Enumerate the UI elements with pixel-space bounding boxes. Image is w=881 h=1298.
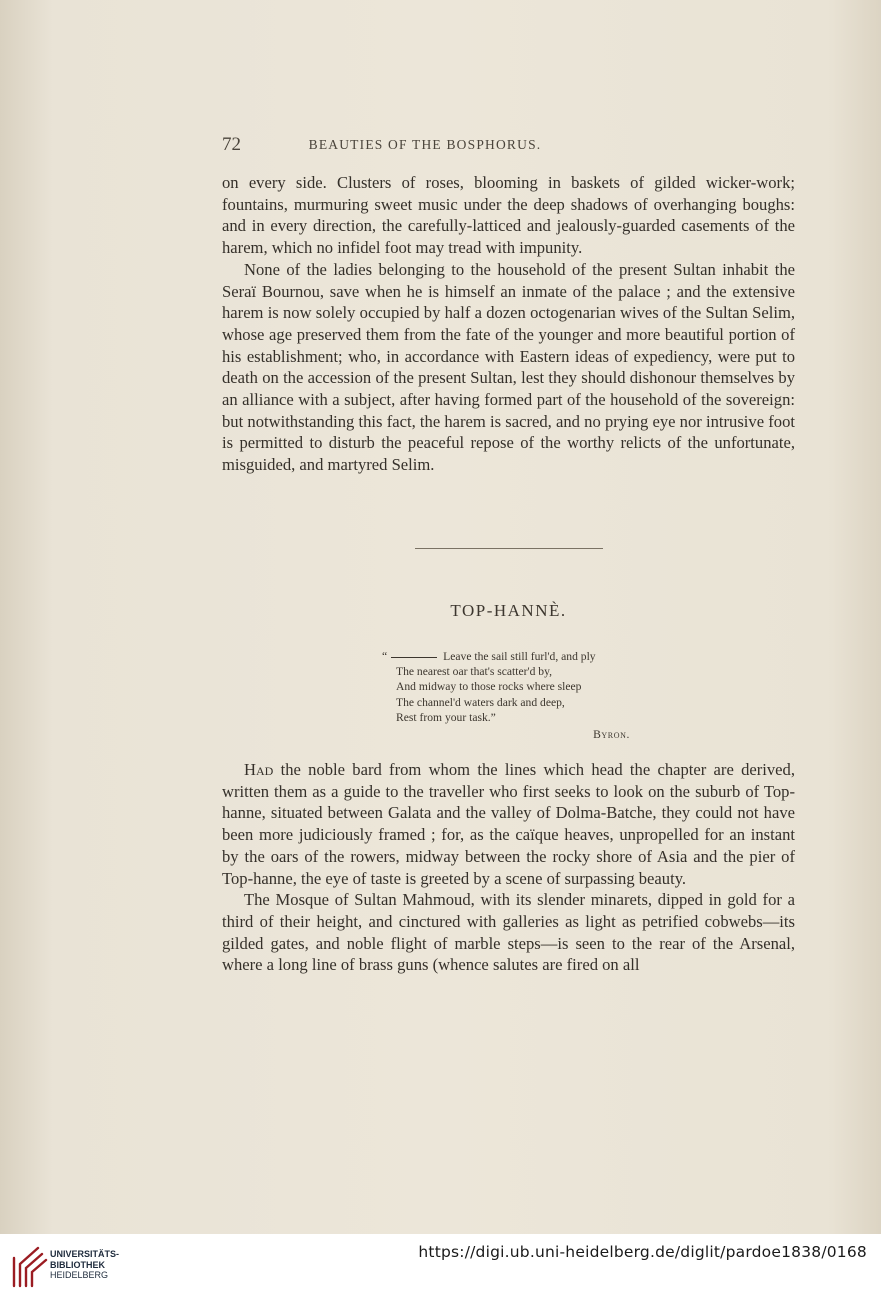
page-number: 72 — [222, 134, 241, 155]
paragraph: None of the ladies belonging to the household of the present Sultan inhabit the Seraï Bournou, save when he is himself an inmate of the palace ; and the extensive harem is now solely occupied by half a dozen octogenarian wives of the Sultan Selim, whose age preserved them from the fate of the younger and more beautiful portion of his establishment; who, in accordance with Eastern ideas of expediency, were put to death on the accession of the present Sultan, lest they should dishonour themselves by an alliance with a subject, after having formed part of the household of the sovereign: but notwithstanding this fact, the harem is sacred, and no prying eye nor intrusive foot is permitted to disturb the peaceful repose of the worthy relicts of the unfortunate, misguided, and martyred Selim. — [222, 259, 795, 475]
drop-word: Had — [244, 760, 274, 779]
permalink-url[interactable]: https://digi.ub.uni-heidelberg.de/diglit/pardoe1838/0168 — [418, 1243, 867, 1261]
epigraph-line: “ Leave the sail still furl'd, and ply — [382, 650, 596, 663]
library-name: UNIVERSITÄTS- BIBLIOTHEK HEIDELBERG — [50, 1249, 120, 1280]
running-head — [222, 134, 628, 156]
paragraph: on every side. Clusters of roses, blooming in baskets of gilded wicker-work; fountains, murmuring sweet music under the deep shadows of overhanging boughs: and in every direction, the carefully-latticed and jealously-guarded casements of the harem, which no infidel foot may tread with impunity. — [222, 173, 795, 258]
section-title: TOP-HANNÈ. — [450, 601, 567, 620]
paragraph: Had the noble bard from whom the lines which head the chapter are derived, written them as a guide to the traveller who first seeks to look on the suburb of Top-hanne, situated between Galata and the valley of Dolma-Batche, they could not have been more judiciously framed ; for, as the caïque heaves, unpropelled for an instant by the oars of the rowers, midway between the rocky shore of Asia and the pier of Top-hanne, the eye of taste is greeted by a scene of surpassing beauty. — [222, 760, 795, 888]
epigraph-line: And midway to those rocks where sleep — [396, 680, 582, 694]
text-block-bottom — [222, 759, 795, 976]
open-quote: “ — [382, 650, 388, 663]
book-title: BEAUTIES OF THE BOSPHORUS. — [308, 137, 542, 152]
library-logo-icon — [8, 1244, 48, 1290]
epigraph-line: The nearest oar that's scatter'd by, — [396, 665, 553, 679]
epigraph — [382, 649, 630, 742]
epigraph-line: The channel'd waters dark and deep, — [396, 695, 565, 709]
epigraph-attribution: Byron. — [593, 728, 630, 742]
section-divider — [415, 548, 603, 549]
paragraph: The Mosque of Sultan Mahmoud, with its slender minarets, dipped in gold for a third of their height, and cinctured with galleries as light as petrified cobwebs—its gilded gates, and noble flight of marble steps—is seen to the rear of the Arsenal, where a long line of brass guns (whence salutes are fired on all — [222, 890, 795, 975]
text-block-top — [222, 172, 795, 476]
em-rule — [391, 657, 437, 658]
epigraph-line: Rest from your task.” — [396, 710, 496, 724]
